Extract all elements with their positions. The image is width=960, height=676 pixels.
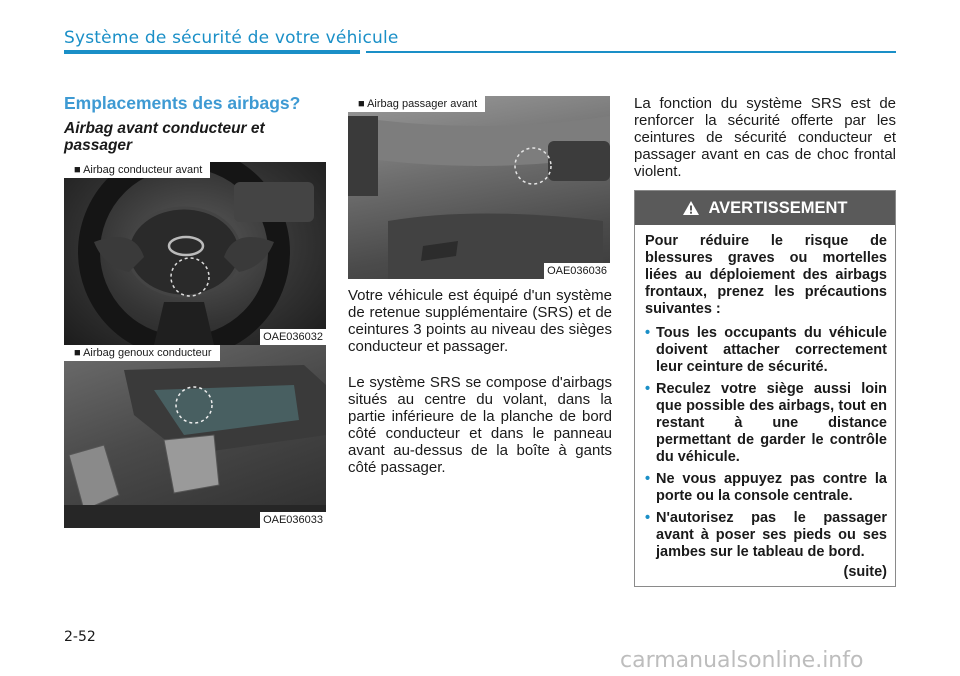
figure-caption: ■ Airbag genoux conducteur — [64, 345, 220, 361]
header-rule-thick — [64, 50, 360, 54]
continued-label: (suite) — [843, 564, 887, 580]
body-paragraph: Le système SRS se compose d'airbags situés au centre du volant, dans la partie inférieure de la planche de bord côté conducteur et dans le panneau avant au-dessus de la boîte à gants côté passager. — [348, 374, 612, 476]
sub-title: Airbag avant conducteur et passager — [64, 120, 265, 154]
warning-item: • Tous les occupants du véhicule doivent attacher correctement leur ceinture de sécurité. — [645, 325, 887, 375]
figure-code: OAE036033 — [260, 512, 326, 528]
page-number: 2-52 — [64, 629, 96, 645]
warning-title: AVERTISSEMENT — [708, 198, 848, 217]
warning-triangle-icon — [682, 200, 700, 216]
figure-caption: ■ Airbag conducteur avant — [64, 162, 210, 178]
steering-wheel-illustration — [64, 162, 326, 345]
body-paragraph: La fonction du système SRS est de renforcer la sécurité offerte par les ceintures de sécurité conducteur et passager avant en cas de choc frontal violent. — [634, 95, 896, 180]
bullet: • — [645, 471, 651, 487]
knee-airbag-figure — [64, 345, 326, 528]
bullet: • — [645, 325, 651, 341]
driver-airbag-figure — [64, 162, 326, 345]
watermark: carmanualsonline.info — [620, 648, 864, 673]
chapter-title: Système de sécurité de votre véhicule — [64, 28, 399, 48]
warning-intro: Pour réduire le risque de blessures graves ou mortelles liées au déploiement des airbags frontaux, prenez les précautions suivantes : — [645, 233, 887, 317]
figure-caption: ■ Airbag passager avant — [348, 96, 485, 112]
passenger-airbag-figure — [348, 96, 610, 279]
warning-list — [645, 325, 887, 561]
pedals-illustration — [64, 345, 326, 528]
warning-item: • N'autorisez pas le passager avant à poser ses pieds ou ses jambes sur le tableau de bord. — [645, 510, 887, 560]
section-title: Emplacements des airbags? — [64, 93, 301, 113]
dashboard-illustration — [348, 96, 610, 279]
bullet: • — [645, 381, 651, 397]
warning-body — [645, 233, 887, 581]
header-rule-thin — [366, 51, 896, 53]
figure-code: OAE036032 — [260, 329, 326, 345]
warning-item: • Reculez votre siège aussi loin que possible des airbags, tout en restant à une distance permettant de garder le contrôle du véhicule. — [645, 381, 887, 465]
figure-code: OAE036036 — [544, 263, 610, 279]
warning-header — [635, 191, 895, 225]
body-paragraph: Votre véhicule est équipé d'un système de retenue supplémentaire (SRS) et de ceintures 3 points au niveau des sièges conducteur et passager. — [348, 287, 612, 355]
warning-box — [634, 190, 896, 587]
bullet: • — [645, 510, 651, 526]
warning-item: • Ne vous appuyez pas contre la porte ou la console centrale. — [645, 471, 887, 504]
